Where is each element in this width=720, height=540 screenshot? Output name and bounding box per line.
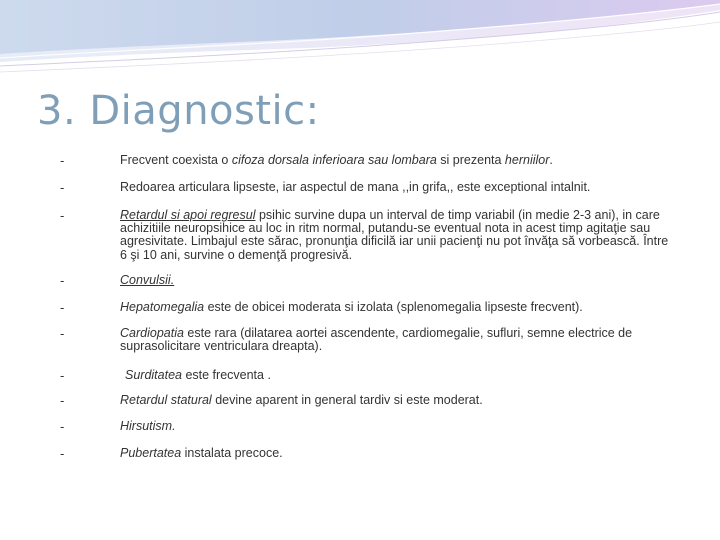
text-run: Convulsii. [120, 273, 175, 287]
bullet-marker: - [60, 368, 65, 383]
text-run: Retardul si apoi regresul [120, 208, 256, 222]
bullet-marker: - [60, 300, 65, 315]
bullet-marker: - [60, 446, 65, 461]
text-run: instalata precoce. [181, 446, 283, 460]
text-run: este rara (dilatarea aortei ascendente, cardiomegalie, sufluri, semne electrice de suprasolicitare ventriculara dreapta). [120, 326, 633, 354]
text-run: Hepatomegalia [120, 300, 205, 314]
list-item-text [120, 447, 676, 460]
text-run: Redoarea articulara lipseste, iar aspectul de mana ,,in grifa,, este exceptional intalnit. [120, 180, 591, 194]
list-item-text [120, 394, 676, 407]
list-item-text [120, 420, 676, 433]
text-run: este frecventa . [181, 368, 271, 382]
header-wave-decoration [0, 0, 720, 80]
list-item-text [120, 327, 676, 353]
list-item-text [120, 369, 676, 382]
text-run: Pubertatea [120, 446, 182, 460]
text-run: herniilor [504, 153, 550, 167]
list-item-text [120, 181, 676, 194]
text-run: psihic survine dupa un interval de timp variabil (in medie 2-3 ani), in care achizitiile neuropsihice au loc in ritm normal, putandu-se eventual nota in acest timp agitaţie sau agresivitate. Limbajul este sărac, pronunţia dificilă iar unii pacienţi nu pot învăţa să vorbească. Între 6 şi 10 ani, survine o demenţă progresivă. [120, 208, 669, 262]
bullet-marker: - [60, 153, 65, 168]
text-run: cifoza dorsala inferioara sau lombara [231, 153, 437, 167]
text-run: Surditatea [125, 368, 182, 382]
text-run: Frecvent coexista o [120, 153, 232, 167]
text-run: Retardul statural [120, 393, 212, 407]
text-run: si prezenta [436, 153, 505, 167]
bullet-marker: - [60, 273, 65, 288]
text-run: Cardiopatia [120, 326, 184, 340]
text-run: este de obicei moderata si izolata (splenomegalia lipseste frecvent). [204, 300, 583, 314]
text-run: Hirsutism. [120, 419, 176, 433]
bullet-marker: - [60, 419, 65, 434]
slide-title: 3. Diagnostic: [37, 88, 320, 134]
text-run: . [549, 153, 553, 167]
list-item-text [120, 209, 676, 262]
bullet-marker: - [60, 208, 65, 223]
bullet-marker: - [60, 180, 65, 195]
list-item-text [120, 274, 676, 287]
list-item-text [120, 154, 676, 167]
list-item-text [120, 301, 676, 314]
bullet-marker: - [60, 326, 65, 341]
bullet-marker: - [60, 393, 65, 408]
text-run: devine aparent in general tardiv si este moderat. [211, 393, 483, 407]
